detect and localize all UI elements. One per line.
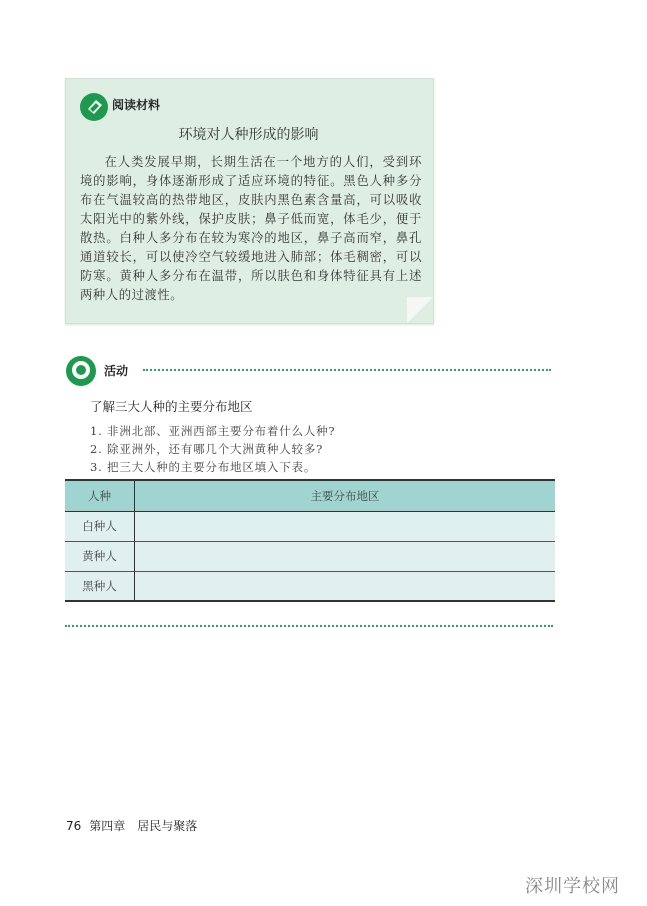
reading-icon <box>79 92 109 126</box>
race-cell: 黄种人 <box>65 541 135 571</box>
region-cell[interactable] <box>135 571 556 601</box>
question-2: 2. 除亚洲外，还有哪几个大洲黄种人较多? <box>90 442 324 456</box>
reading-label: 阅读材料 <box>112 98 161 112</box>
question-1: 1. 非洲北部、亚洲西部主要分布着什么人种? <box>90 424 336 438</box>
region-cell[interactable] <box>135 541 556 571</box>
reading-heading: 环境对人种形成的影响 <box>178 127 319 143</box>
header-race: 人种 <box>65 480 135 511</box>
activity-subtitle: 了解三大人种的主要分布地区 <box>90 399 253 414</box>
race-cell: 白种人 <box>65 511 135 541</box>
table-row <box>65 571 555 601</box>
divider-top <box>143 369 551 371</box>
page-footer <box>66 817 197 834</box>
chapter-title: 第四章 居民与聚落 <box>89 819 198 833</box>
distribution-table <box>65 479 555 602</box>
activity-label: 活动 <box>104 364 129 378</box>
reading-body: 在人类发展早期，长期生活在一个地方的人们，受到环境的影响，身体逐渐形成了适应环境的特征。黑色人种多分布在气温较高的热带地区，皮肤内黑色素含量高，可以吸收太阳光中的紫外线，保护皮肤；鼻子低而宽，体毛少，便于散热。白种人多分布在较为寒冷的地区，鼻子高而窄，鼻孔通道较长，可以使冷空气较缓地进入肺部；体毛稠密，可以防寒。黄种人多分布在温带，所以肤色和身体特征具有上述两种人的过渡性。 <box>80 155 422 302</box>
table-row <box>65 541 555 571</box>
table-row <box>65 511 555 541</box>
divider-bottom <box>65 625 553 627</box>
race-cell: 黑种人 <box>65 571 135 601</box>
page-number: 76 <box>66 819 82 833</box>
question-3: 3. 把三大人种的主要分布地区填入下表。 <box>90 460 317 474</box>
region-cell[interactable] <box>135 511 556 541</box>
activity-icon <box>65 355 97 391</box>
table-header <box>65 480 555 511</box>
watermark: 深圳学校网 <box>525 876 620 897</box>
header-region: 主要分布地区 <box>310 488 380 503</box>
